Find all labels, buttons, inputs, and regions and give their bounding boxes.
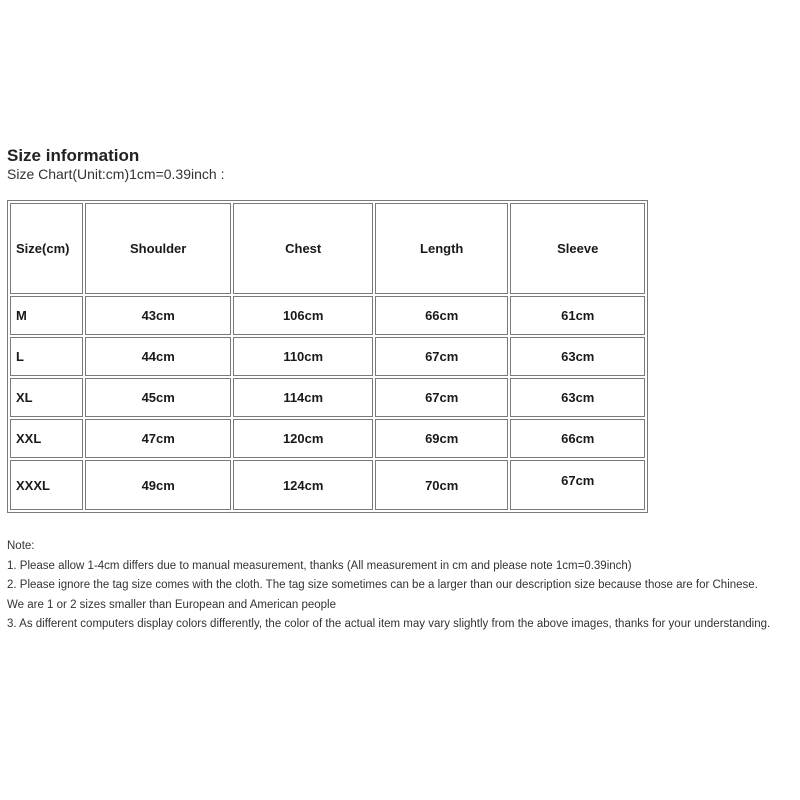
chest-cell: 110cm (233, 337, 372, 376)
sleeve-cell: 63cm (510, 378, 645, 417)
shoulder-cell: 43cm (85, 296, 232, 335)
sleeve-cell: 61cm (510, 296, 645, 335)
length-cell: 67cm (375, 337, 509, 376)
length-cell: 69cm (375, 419, 509, 458)
note-line: We are 1 or 2 sizes smaller than European and American people (7, 598, 337, 611)
shoulder-cell: 44cm (85, 337, 232, 376)
notes-title: Note: (7, 540, 35, 552)
length-cell: 66cm (375, 296, 509, 335)
chest-cell: 120cm (233, 419, 372, 458)
table-row (10, 296, 645, 335)
length-cell: 70cm (375, 460, 509, 510)
table-row (10, 460, 645, 510)
table-row (10, 337, 645, 376)
size-cell: XL (10, 378, 83, 417)
size-cell: XXXL (10, 460, 83, 510)
size-cell: M (10, 296, 83, 335)
shoulder-cell: 47cm (85, 419, 232, 458)
column-header-shoulder: Shoulder (85, 203, 232, 294)
shoulder-cell: 45cm (85, 378, 232, 417)
note-line: 2. Please ignore the tag size comes with the cloth. The tag size sometimes can be a larger than our description size because those are for Chinese. (7, 579, 758, 591)
note-line: 1. Please allow 1-4cm differs due to manual measurement, thanks (All measurement in cm and please note 1cm=0.39inch) (7, 559, 632, 572)
sleeve-cell: 67cm (510, 460, 645, 510)
size-chart-unit-note: Size Chart(Unit:cm)1cm=0.39inch : (7, 166, 225, 182)
table-header-row (10, 203, 645, 294)
size-cell: L (10, 337, 83, 376)
column-header-chest: Chest (233, 203, 372, 294)
shoulder-cell: 49cm (85, 460, 232, 510)
sleeve-cell: 63cm (510, 337, 645, 376)
table-row (10, 378, 645, 417)
sleeve-cell: 66cm (510, 419, 645, 458)
note-line: 3. As different computers display colors differently, the color of the actual item may vary slightly from the above images, thanks for your understanding. (7, 618, 771, 630)
page-title: Size information (7, 146, 140, 165)
column-header-sleeve: Sleeve (510, 203, 645, 294)
chest-cell: 114cm (233, 378, 372, 417)
chest-cell: 124cm (233, 460, 372, 510)
length-cell: 67cm (375, 378, 509, 417)
column-header-size: Size(cm) (10, 203, 83, 294)
chest-cell: 106cm (233, 296, 372, 335)
table-row (10, 419, 645, 458)
notes-section (7, 537, 797, 635)
size-chart-table (7, 200, 648, 513)
column-header-length: Length (375, 203, 509, 294)
size-cell: XXL (10, 419, 83, 458)
